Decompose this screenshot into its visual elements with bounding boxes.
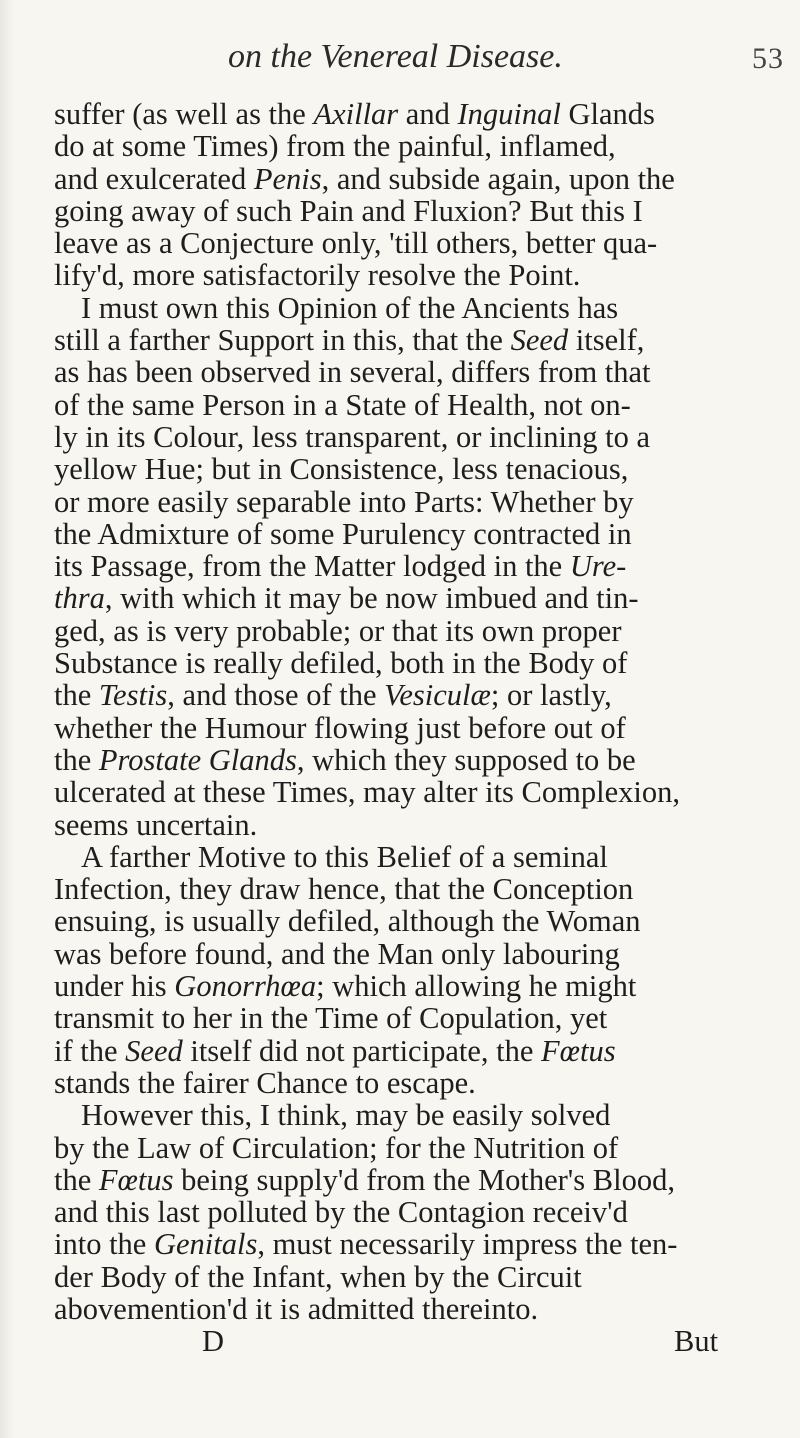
- text-run: and this last polluted by the Contagion receiv'd: [54, 1195, 628, 1230]
- text-line: [54, 582, 774, 614]
- text-run: ; or lastly,: [490, 678, 612, 713]
- text-run: der Body of the Infant, when by the Circuit: [54, 1259, 582, 1294]
- italic-text: Prostate Glands: [98, 742, 297, 777]
- text-line: [54, 259, 774, 291]
- text-run: if the: [54, 1033, 126, 1068]
- text-run: , must necessarily impress the ten-: [257, 1227, 678, 1262]
- text-run: , which they supposed to be: [296, 742, 636, 777]
- text-line: [54, 195, 774, 227]
- text-run: I must own this Opinion of the Ancients has: [81, 290, 619, 325]
- text-line: [54, 1164, 774, 1196]
- text-line: [54, 809, 774, 841]
- text-run: , with which it may be now imbued and tin-: [104, 581, 639, 616]
- text-line: [54, 1099, 774, 1131]
- italic-text: Axillar: [313, 97, 399, 131]
- text-line: [54, 905, 774, 937]
- text-run: do at some Times) from the painful, inflamed,: [54, 129, 616, 164]
- text-run: A farther Motive to this Belief of a seminal: [81, 839, 608, 874]
- text-run: Infection, they draw hence, that the Conception: [54, 872, 634, 907]
- text-line: [54, 292, 774, 324]
- text-run: by the Law of Circulation; for the Nutrition of: [54, 1130, 619, 1165]
- text-line: [54, 1261, 774, 1293]
- text-run: still a farther Support in this, that the: [54, 323, 511, 358]
- text-line: [54, 1293, 774, 1325]
- text-line: [54, 227, 774, 259]
- text-run: suffer (as well as the: [54, 97, 314, 131]
- text-line: [54, 1002, 774, 1034]
- text-run: into the: [54, 1227, 154, 1262]
- page-footer: [54, 1325, 774, 1357]
- text-line: [54, 324, 774, 356]
- text-line: [54, 486, 774, 518]
- text-run: yellow Hue; but in Consistence, less tenacious,: [54, 452, 629, 487]
- text-run: leave as a Conjecture only, 'till others, better qua-: [54, 226, 658, 261]
- text-run: However this, I think, may be easily solved: [81, 1098, 611, 1133]
- italic-text: Penis: [253, 161, 322, 196]
- text-run: stands the fairer Chance to escape.: [54, 1065, 476, 1100]
- running-title: on the Venereal Disease.: [228, 38, 563, 75]
- text-run: of the same Person in a State of Health, not on-: [54, 387, 631, 422]
- text-run: whether the Humour flowing just before out of: [54, 710, 626, 745]
- text-line: [54, 615, 774, 647]
- text-run: ged, as is very probable; or that its own proper: [54, 613, 622, 648]
- text-line: [54, 1228, 774, 1260]
- text-run: itself did not participate, the: [182, 1033, 542, 1068]
- catchword: But: [674, 1324, 719, 1359]
- italic-text: Seed: [510, 323, 569, 358]
- italic-text: Seed: [125, 1033, 183, 1068]
- italic-text: Testis: [98, 678, 168, 713]
- text-run: lify'd, more satisfactorily resolve the Point.: [54, 258, 581, 293]
- text-line: [54, 356, 774, 388]
- text-line: [54, 647, 774, 679]
- text-run: or more easily separable into Parts: Whether by: [54, 484, 634, 519]
- text-lines: [54, 98, 774, 1325]
- text-run: ly in its Colour, less transparent, or inclining to a: [54, 419, 650, 454]
- text-run: being supply'd from the Mother's Blood,: [173, 1162, 675, 1197]
- text-run: Glands: [560, 97, 655, 131]
- text-line: [54, 130, 774, 162]
- text-line: [54, 873, 774, 905]
- text-run: abovemention'd it is admitted thereinto.: [54, 1291, 539, 1326]
- italic-text: thra: [54, 581, 105, 616]
- text-run: ulcerated at these Times, may alter its Complexion,: [54, 775, 680, 810]
- text-line: [54, 98, 774, 130]
- text-run: the: [54, 742, 99, 777]
- text-run: was before found, and the Man only labouring: [54, 936, 620, 971]
- text-run: as has been observed in several, differs from that: [54, 355, 651, 390]
- page-number: 53: [752, 42, 784, 75]
- text-run: seems uncertain.: [54, 807, 258, 842]
- text-line: [54, 679, 774, 711]
- page-header: [0, 38, 800, 88]
- italic-text: Genitals: [153, 1227, 258, 1262]
- text-run: under his: [54, 969, 175, 1004]
- text-line: [54, 1132, 774, 1164]
- italic-text: Vesiculæ: [384, 678, 491, 713]
- text-line: [54, 550, 774, 582]
- text-run: its Passage, from the Matter lodged in the: [54, 549, 570, 584]
- text-run: the Admixture of some Purulency contracted in: [54, 516, 632, 551]
- text-run: and: [398, 97, 458, 131]
- signature-mark: D: [202, 1324, 225, 1359]
- text-line: [54, 776, 774, 808]
- text-run: Substance is really defiled, both in the Body of: [54, 646, 628, 681]
- text-run: ; which allowing he might: [316, 969, 637, 1004]
- text-line: [54, 453, 774, 485]
- text-run: and exulcerated: [54, 161, 254, 196]
- text-run: , and those of the: [167, 678, 385, 713]
- italic-text: Gonorrhœa: [174, 969, 317, 1004]
- italic-text: Fœtus: [98, 1162, 174, 1197]
- text-line: [54, 712, 774, 744]
- text-line: [54, 389, 774, 421]
- text-line: [54, 744, 774, 776]
- text-run: the: [54, 1162, 99, 1197]
- text-line: [54, 1067, 774, 1099]
- text-line: [54, 1196, 774, 1228]
- text-run: the: [54, 678, 99, 713]
- italic-text: Inguinal: [457, 97, 561, 131]
- text-run: going away of such Pain and Fluxion? But this I: [54, 193, 643, 228]
- text-line: [54, 938, 774, 970]
- text-line: [54, 970, 774, 1002]
- page-gutter-shadow: [0, 0, 14, 1438]
- italic-text: Fœtus: [541, 1033, 616, 1068]
- text-run: , and subside again, upon the: [321, 161, 675, 196]
- body-text: [54, 98, 774, 1358]
- text-run: itself,: [568, 323, 645, 358]
- text-run: ensuing, is usually defiled, although the Woman: [54, 904, 641, 939]
- text-line: [54, 421, 774, 453]
- text-line: [54, 1035, 774, 1067]
- text-line: [54, 841, 774, 873]
- text-line: [54, 163, 774, 195]
- italic-text: Ure-: [569, 549, 627, 584]
- text-line: [54, 518, 774, 550]
- text-run: transmit to her in the Time of Copulation, yet: [54, 1001, 608, 1036]
